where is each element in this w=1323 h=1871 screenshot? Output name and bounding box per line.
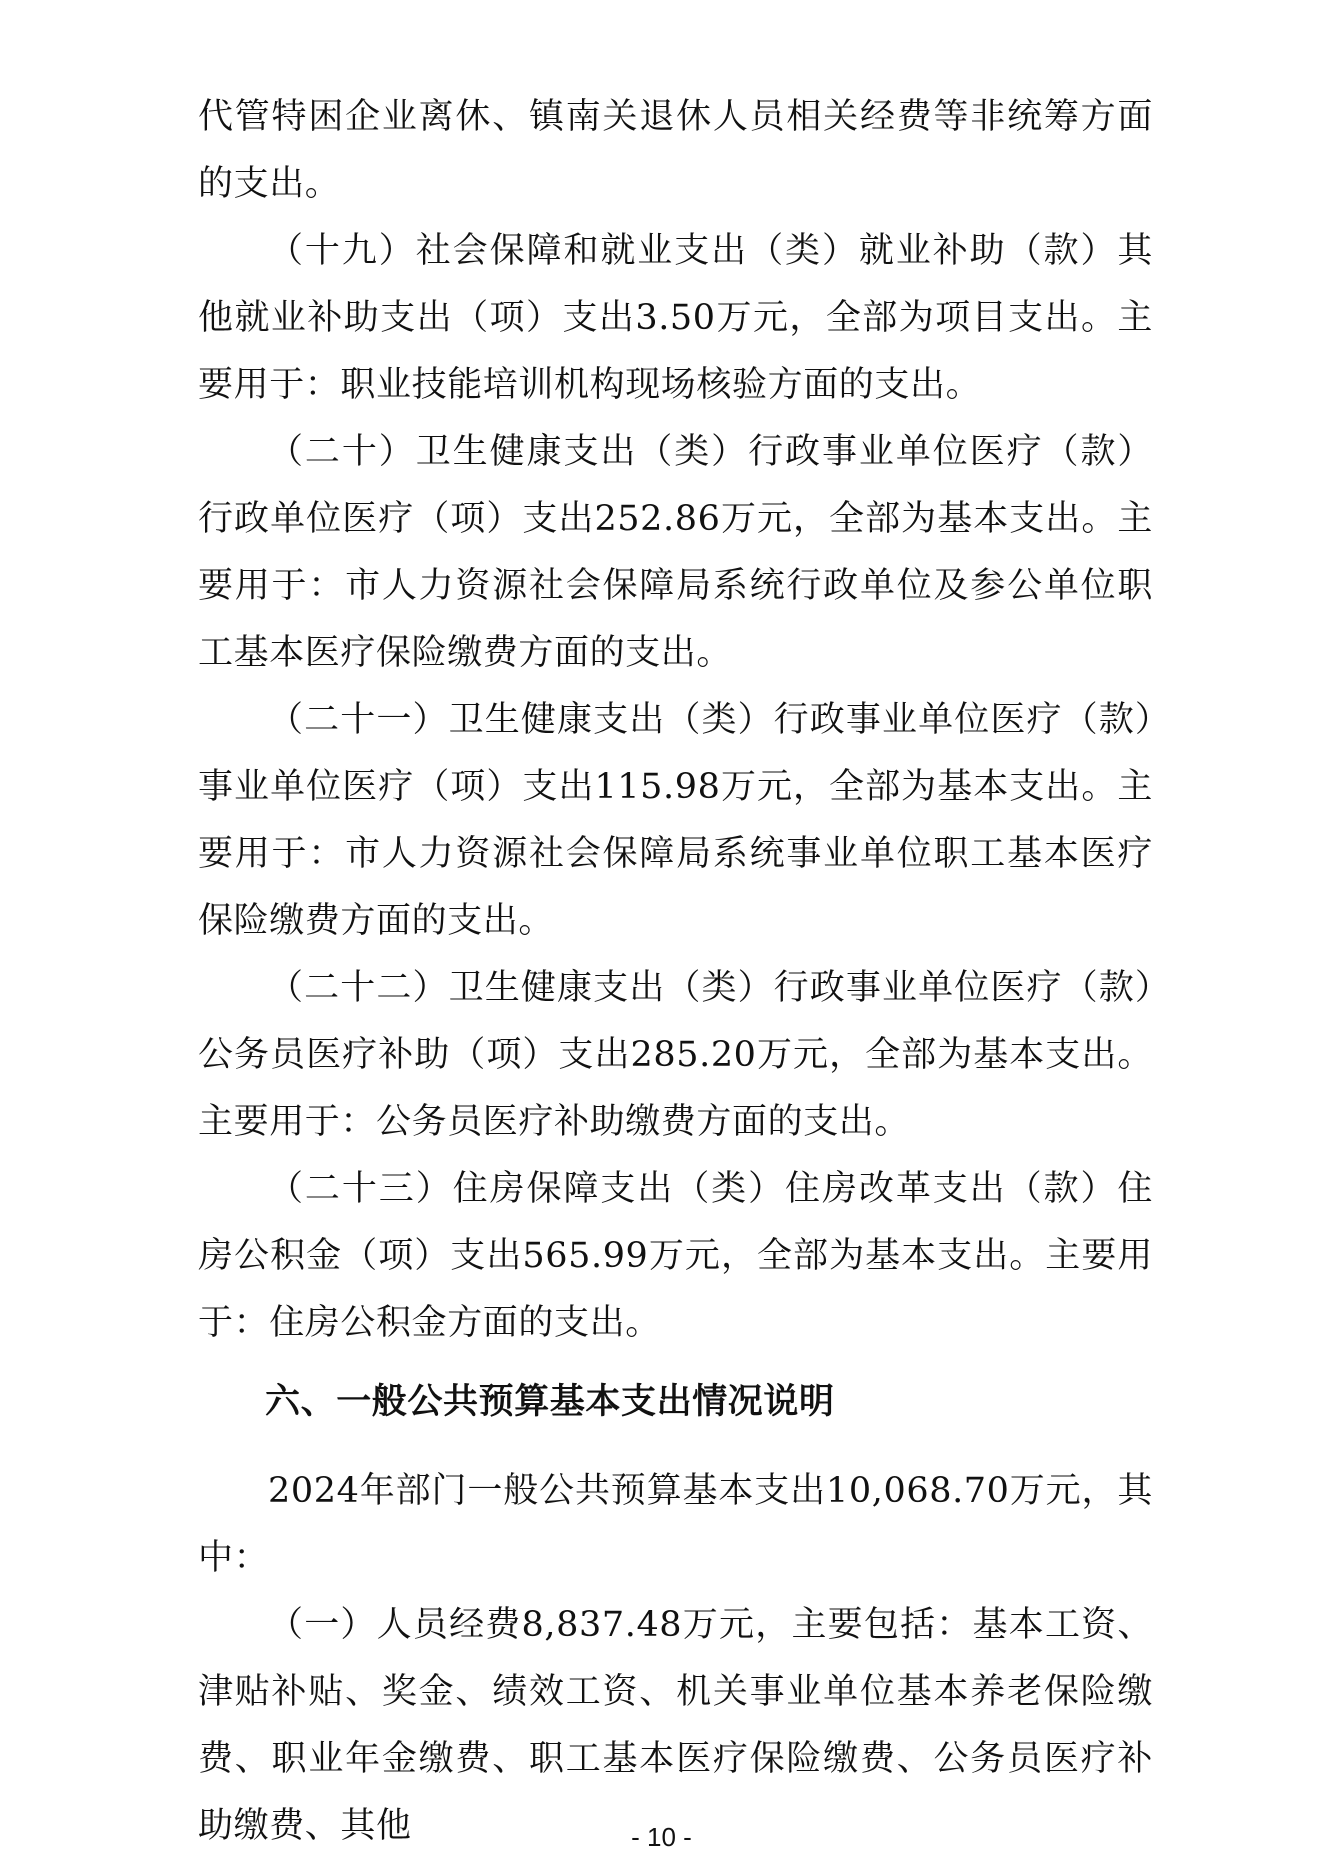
paragraph-item-21: （二十一）卫生健康支出（类）行政事业单位医疗（款）事业单位医疗（项）支出115.98万元，全部为基本支出。主要用于：市人力资源社会保障局系统事业单位职工基本医疗保险缴费方面的支出。: [198, 700, 1153, 941]
paragraph-item-19: （十九）社会保障和就业支出（类）就业补助（款）其他就业补助支出（项）支出3.50万元，全部为项目支出。主要用于：职业技能培训机构现场核验方面的支出。: [198, 231, 1153, 405]
paragraph-item-20: （二十）卫生健康支出（类）行政事业单位医疗（款）行政单位医疗（项）支出252.86万元，全部为基本支出。主要用于：市人力资源社会保障局系统行政单位及参公单位职工基本医疗保险缴费方面的支出。: [198, 432, 1153, 673]
paragraph-summary: 2024年部门一般公共预算基本支出10,068.70万元，其中：: [198, 1471, 1153, 1578]
section-heading: 六、一般公共预算基本支出情况说明: [265, 1382, 835, 1422]
paragraph-personnel-expenses: （一）人员经费8,837.48万元，主要包括：基本工资、津贴补贴、奖金、绩效工资、机关事业单位基本养老保险缴费、职业年金缴费、职工基本医疗保险缴费、公务员医疗补助缴费、其他: [198, 1605, 1153, 1846]
paragraph-item-22: （二十二）卫生健康支出（类）行政事业单位医疗（款）公务员医疗补助（项）支出285.20万元，全部为基本支出。主要用于：公务员医疗补助缴费方面的支出。: [198, 968, 1153, 1142]
paragraph-continuation: 代管特困企业离休、镇南关退休人员相关经费等非统筹方面的支出。: [198, 97, 1153, 204]
document-body: [198, 84, 1153, 1860]
paragraph-item-23: （二十三）住房保障支出（类）住房改革支出（款）住房公积金（项）支出565.99万元，全部为基本支出。主要用于：住房公积金方面的支出。: [198, 1169, 1153, 1343]
page-number: - 10 -: [631, 1822, 692, 1852]
